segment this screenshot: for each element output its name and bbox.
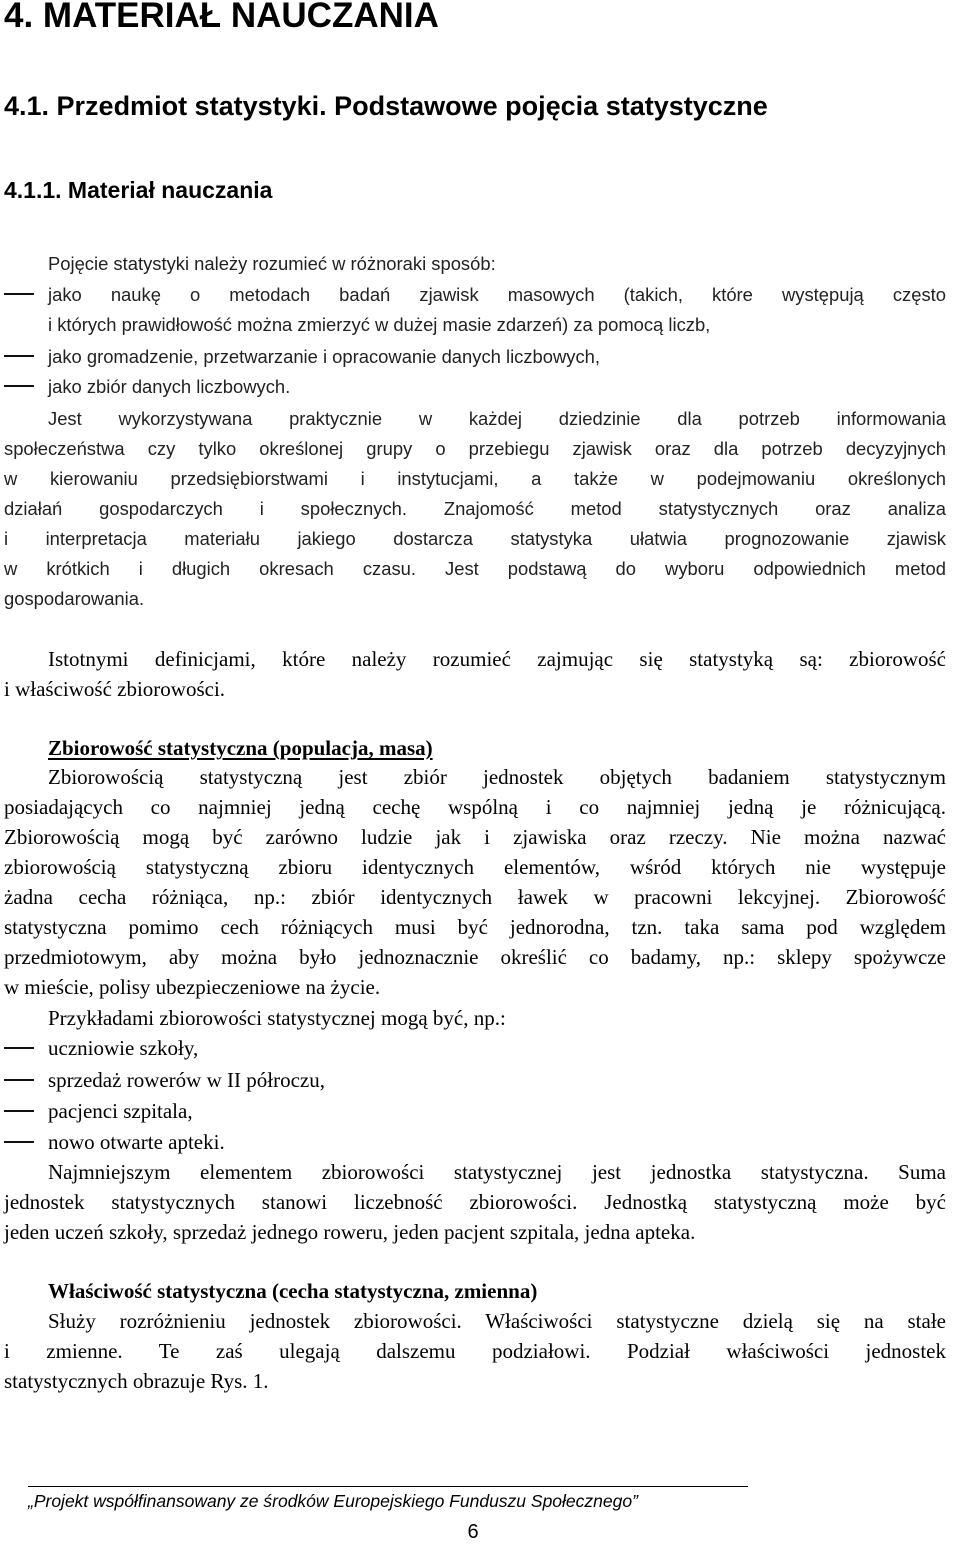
paragraph-line: społeczeństwa czy tylko określonej grupy o przebiegu zjawisk oraz dla potrzeb decyzyjnych	[4, 438, 946, 459]
footer-note: „Projekt współfinansowany ze środków Europejskiego Funduszu Społecznego”	[28, 1491, 638, 1511]
example-item: nowo otwarte apteki.	[48, 1130, 225, 1154]
bullet-item: jako gromadzenie, przetwarzanie i opracowanie danych liczbowych,	[48, 346, 601, 367]
example-item: pacjenci szpitala,	[48, 1099, 193, 1123]
paragraph-line: gospodarowania.	[4, 588, 145, 609]
zbiorowosc-title: Zbiorowość statystyczna (populacja, masa)	[48, 736, 433, 760]
bullet-item-cont: i których prawidłowość można zmierzyć w dużej masie zdarzeń) za pomocą liczb,	[48, 314, 711, 335]
subsection-heading: 4.1.1. Materiał nauczania	[4, 177, 273, 203]
paragraph-line: Jest wykorzystywana praktycznie w każdej dziedzinie dla potrzeb informowania	[48, 408, 946, 429]
definitions-line: i właściwość zbiorowości.	[4, 677, 226, 701]
bullet-item: jako naukę o metodach badań zjawisk masowych (takich, które występują często	[48, 284, 946, 305]
example-item: sprzedaż rowerów w II półroczu,	[48, 1068, 325, 1092]
zbiorowosc-line: statystyczna pomimo cech różniących musi być jednorodna, tzn. taka sama pod względem	[4, 915, 946, 939]
examples-intro: Przykładami zbiorowości statystycznej mogą być, np.:	[48, 1006, 506, 1030]
footer-rule	[28, 1486, 748, 1487]
paragraph-line: i interpretacja materiału jakiego dostarcza statystyka ułatwia prognozowanie zjawisk	[4, 528, 946, 549]
paragraph-line: w kierowaniu przedsiębiorstwami i instytucjami, a także w podejmowaniu określonych	[4, 468, 946, 489]
zbiorowosc-line: przedmiotowym, aby można było jednoznacznie określić co badamy, np.: sklepy spożywcze	[4, 945, 946, 969]
bullet-dash	[4, 1047, 34, 1049]
wlasciwosc-line: statystycznych obrazuje Rys. 1.	[4, 1369, 269, 1393]
example-item: uczniowie szkoły,	[48, 1036, 199, 1060]
bullet-dash	[4, 293, 34, 295]
zbiorowosc-line: zbiorowością statystyczną zbioru identycznych elementów, wśród których nie występuje	[4, 855, 946, 879]
intro-line: Pojęcie statystyki należy rozumieć w różnoraki sposób:	[48, 253, 496, 274]
bullet-dash	[4, 385, 34, 387]
jednostka-line: jeden uczeń szkoły, sprzedaż jednego roweru, jeden pacjent szpitala, jedna apteka.	[4, 1220, 696, 1244]
wlasciwosc-line: Służy rozróżnieniu jednostek zbiorowości. Właściwości statystyczne dzielą się na stałe	[48, 1309, 946, 1333]
zbiorowosc-line: posiadających co najmniej jedną cechę wspólną i co najmniej jedną je różnicującą.	[4, 795, 946, 819]
jednostka-line: Najmniejszym elementem zbiorowości statystycznej jest jednostka statystyczna. Suma	[48, 1160, 946, 1184]
chapter-heading: 4. MATERIAŁ NAUCZANIA	[4, 0, 439, 35]
page-number: 6	[467, 1521, 479, 1543]
bullet-dash	[4, 355, 34, 357]
bullet-dash	[4, 1141, 34, 1143]
zbiorowosc-line: Zbiorowością mogą być zarówno ludzie jak i zjawiska oraz rzeczy. Nie można nazwać	[4, 825, 946, 849]
bullet-dash	[4, 1079, 34, 1081]
jednostka-line: jednostek statystycznych stanowi liczebność zbiorowości. Jednostką statystyczną może być	[4, 1190, 946, 1214]
bullet-item: jako zbiór danych liczbowych.	[48, 376, 291, 397]
bullet-dash	[4, 1110, 34, 1112]
zbiorowosc-line: w mieście, polisy ubezpieczeniowe na życie.	[4, 975, 381, 999]
zbiorowosc-line: żadna cecha różniąca, np.: zbiór identycznych ławek w pracowni lekcyjnej. Zbiorowość	[4, 885, 946, 909]
wlasciwosc-title: Właściwość statystyczna (cecha statystyczna, zmienna)	[48, 1279, 538, 1303]
paragraph-line: działań gospodarczych i społecznych. Znajomość metod statystycznych oraz analiza	[4, 498, 946, 519]
wlasciwosc-line: i zmienne. Te zaś ulegają dalszemu podziałowi. Podział właściwości jednostek	[4, 1339, 946, 1363]
definitions-line: Istotnymi definicjami, które należy rozumieć zajmując się statystyką są: zbiorowość	[48, 647, 946, 671]
section-heading: 4.1. Przedmiot statystyki. Podstawowe pojęcia statystyczne	[4, 91, 768, 121]
zbiorowosc-line: Zbiorowością statystyczną jest zbiór jednostek objętych badaniem statystycznym	[48, 765, 946, 789]
paragraph-line: w krótkich i długich okresach czasu. Jest podstawą do wyboru odpowiednich metod	[4, 558, 946, 579]
